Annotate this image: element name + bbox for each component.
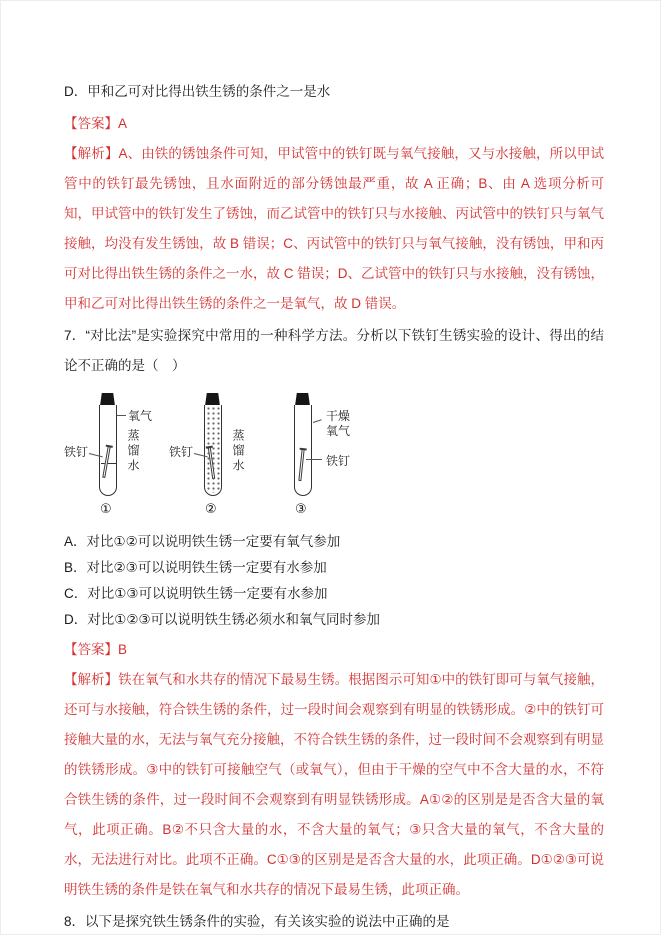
rust-experiment-diagram bbox=[64, 389, 384, 521]
dry-oxygen-label: 干燥氧气 bbox=[326, 409, 351, 438]
pointer-line bbox=[117, 415, 126, 416]
analysis-2: 【解析】铁在氧气和水共存的情况下最易生锈。根据图示可知①中的铁钉即可与氧气接触，还可与水接触，符合铁生锈的条件，过一段时间会观察到有明显的铁锈形成。②中的铁钉可接触大量的水，无法与氧气充分接触，不符合铁生锈的条件，过一段时间不会观察到有明显的铁锈形成。③中的铁钉可接触空气（或氧气），但由于干燥的空气中不含大量的水，不符合铁生锈的条件，过一段时间不会观察到有明显铁锈形成。A①②的区别是是否含大量的氧气，此项正确。B②不只含大量的水，不含大量的氧气；③只含大量的氧气，不含大量的水，无法进行对比。此项不正确。C①③的区别是是否含大量的水，此项正确。D①②③可说明铁生锈的条件是铁在氧气和水共存的情况下最易生锈，此项正确。 bbox=[64, 672, 604, 897]
previous-question-option-d: D．甲和乙可对比得出铁生锈的条件之一是水 bbox=[64, 84, 331, 99]
distilled-water-label: 蒸馏水 bbox=[231, 429, 245, 474]
question-8: 8．以下是探究铁生锈条件的实验，有关该实验的说法中正确的是 bbox=[64, 914, 450, 929]
nail-label: 铁钉 bbox=[326, 454, 351, 468]
answer-2: 【答案】B bbox=[64, 642, 128, 657]
pointer-line bbox=[306, 459, 322, 460]
nail-label: 铁钉 bbox=[169, 445, 194, 459]
analysis-1: 【解析】A、由铁的锈蚀条件可知，甲试管中的铁钉既与氧气接触，又与水接触，所以甲试管中的铁钉最先锈蚀，且水面附近的部分锈蚀最严重，故 A 正确；B、由 A 选项分析可知，甲试管中的铁钉发生了锈蚀，而乙试管中的铁钉只与水接触、丙试管中的铁钉只与氧气接触，均没有发生锈蚀，故 B 错误；C、丙试管中的铁钉只与氧气接触，没有锈蚀，甲和丙可对比得出铁生锈的条件之一水，故 C 错误；D、乙试管中的铁钉只与水接触，没有锈蚀，甲和乙可对比得出铁生锈的条件之一是氧气，故 D 错误。 bbox=[64, 146, 604, 311]
distilled-water-label: 蒸馏水 bbox=[126, 429, 140, 474]
tube-number-3: ③ bbox=[295, 501, 307, 516]
answer-1: 【答案】A bbox=[64, 116, 128, 131]
question-7: 7．“对比法”是实验探究中常用的一种科学方法。分析以下铁钉生锈实验的设计、得出的结论不正确的是（ ） bbox=[64, 328, 604, 373]
water-surface-line bbox=[101, 463, 117, 464]
q7-option-c: C．对比①③可以说明铁生锈一定要有水参加 bbox=[64, 586, 328, 601]
nail-label: 铁钉 bbox=[64, 445, 89, 459]
oxygen-label: 氧气 bbox=[128, 409, 153, 423]
q7-option-d: D．对比①②③可以说明铁生锈必须水和氧气同时参加 bbox=[64, 612, 381, 627]
q7-option-b: B．对比②③可以说明铁生锈一定要有水参加 bbox=[64, 560, 327, 575]
pointer-line bbox=[313, 419, 322, 423]
tube-number-1: ① bbox=[100, 501, 112, 516]
tube-number-2: ② bbox=[205, 501, 217, 516]
q7-option-a: A．对比①②可以说明铁生锈一定要有氧气参加 bbox=[64, 534, 341, 549]
